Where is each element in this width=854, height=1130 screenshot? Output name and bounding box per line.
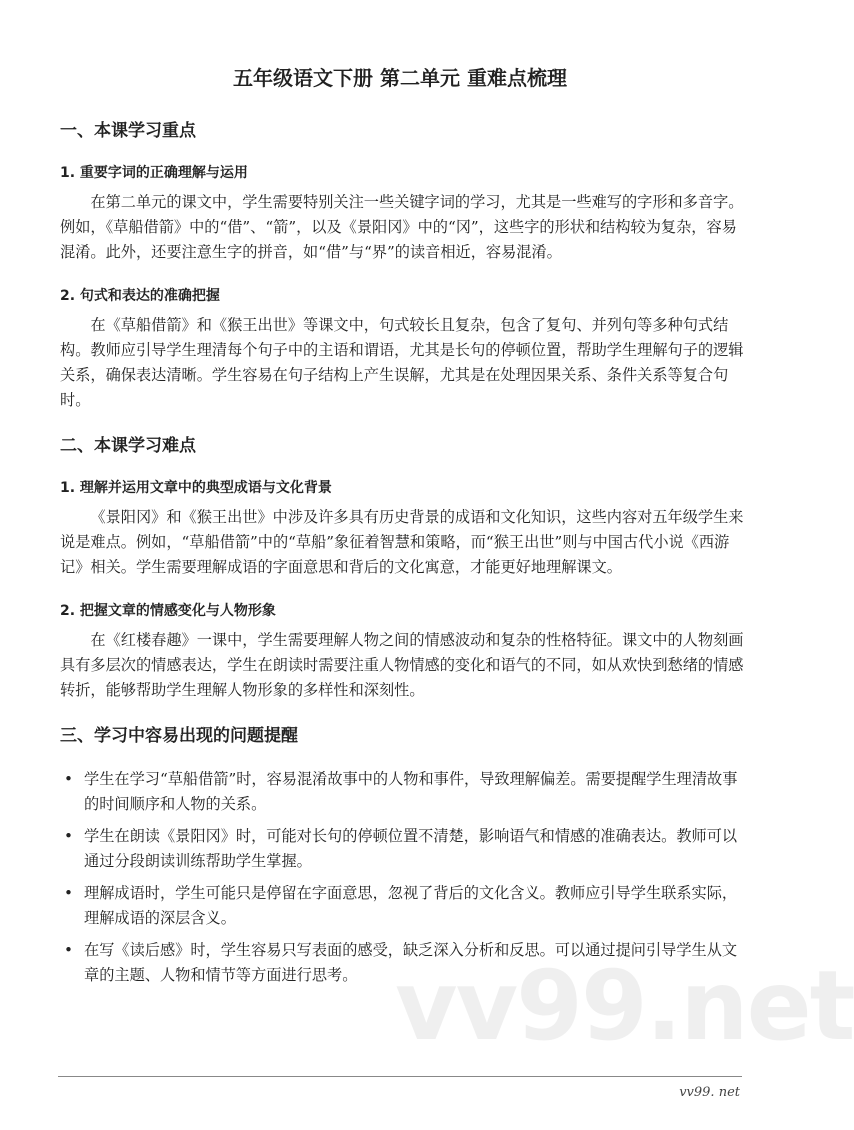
list-item-text: 学生在朗读《景阳冈》时，可能对长句的停顿位置不清楚，影响语气和情感的准确表达。教师可以通过分段朗读训练帮助学生掌握。 bbox=[84, 827, 738, 870]
subsection-heading: 2. 句式和表达的准确把握 bbox=[60, 288, 220, 304]
list-item bbox=[60, 767, 746, 817]
paragraph: 在《红楼春趣》一课中，学生需要理解人物之间的情感波动和复杂的性格特征。课文中的人物刻画具有多层次的情感表达，学生在朗读时需要注重人物情感的变化和语气的不同，如从欢快到愁绪的情感转折，能够帮助学生理解人物形象的多样性和深刻性。 bbox=[60, 631, 744, 699]
bullet-icon: • bbox=[64, 770, 73, 788]
section-common-problems bbox=[60, 723, 746, 988]
watermark: vv99.net bbox=[395, 950, 854, 1062]
footer-divider bbox=[58, 1076, 742, 1077]
bullet-icon: • bbox=[64, 941, 73, 959]
section-key-points bbox=[60, 118, 746, 413]
section-heading: 二、本课学习难点 bbox=[60, 436, 196, 456]
section-heading: 三、学习中容易出现的问题提醒 bbox=[60, 726, 298, 746]
document-title: 五年级语文下册 第二单元 重难点梳理 bbox=[233, 66, 567, 90]
footer-text: vv99. net bbox=[679, 1085, 740, 1100]
bullet-icon: • bbox=[64, 884, 73, 902]
list-item-text: 在写《读后感》时，学生容易只写表面的感受，缺乏深入分析和反思。可以通过提问引导学生从文章的主题、人物和情节等方面进行思考。 bbox=[84, 941, 738, 984]
section-difficulties bbox=[60, 433, 746, 703]
section-heading: 一、本课学习重点 bbox=[60, 121, 196, 141]
subsection-heading: 1. 理解并运用文章中的典型成语与文化背景 bbox=[60, 480, 332, 496]
paragraph: 在第二单元的课文中，学生需要特别关注一些关键字词的学习，尤其是一些难写的字形和多音字。例如，《草船借箭》中的“借”、“箭”，以及《景阳冈》中的“冈”，这些字的形状和结构较为复杂，容易混淆。此外，还要注意生字的拼音，如“借”与“界”的读音相近，容易混淆。 bbox=[60, 193, 744, 261]
list-item bbox=[60, 824, 746, 874]
list-item-text: 学生在学习“草船借箭”时，容易混淆故事中的人物和事件，导致理解偏差。需要提醒学生理清故事的时间顺序和人物的关系。 bbox=[84, 770, 738, 813]
paragraph: 在《草船借箭》和《猴王出世》等课文中，句式较长且复杂，包含了复句、并列句等多种句式结构。教师应引导学生理清每个句子中的主语和谓语，尤其是长句的停顿位置，帮助学生理解句子的逻辑关系，确保表达清晰。学生容易在句子结构上产生误解，尤其是在处理因果关系、条件关系等复合句时。 bbox=[60, 316, 744, 409]
list-item bbox=[60, 881, 746, 931]
paragraph: 《景阳冈》和《猴王出世》中涉及许多具有历史背景的成语和文化知识，这些内容对五年级学生来说是难点。例如，“草船借箭”中的“草船”象征着智慧和策略，而“猴王出世”则与中国古代小说《西游记》相关。学生需要理解成语的字面意思和背后的文化寓意，才能更好地理解课文。 bbox=[60, 508, 744, 576]
document-body bbox=[60, 118, 746, 995]
subsection-heading: 2. 把握文章的情感变化与人物形象 bbox=[60, 603, 276, 619]
list-item bbox=[60, 938, 746, 988]
problem-list bbox=[60, 767, 746, 988]
subsection-heading: 1. 重要字词的正确理解与运用 bbox=[60, 165, 248, 181]
list-item-text: 理解成语时，学生可能只是停留在字面意思，忽视了背后的文化含义。教师应引导学生联系实际，理解成语的深层含义。 bbox=[84, 884, 738, 927]
bullet-icon: • bbox=[64, 827, 73, 845]
